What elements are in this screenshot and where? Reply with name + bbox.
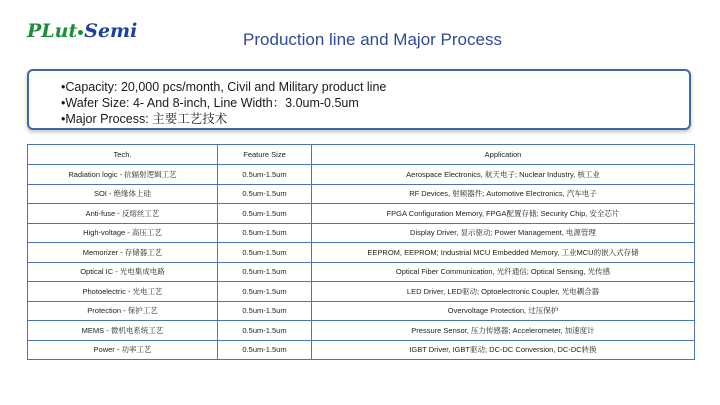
cell-application: LED Driver, LED驱动; Optoelectronic Coupler, 光电耦合器 bbox=[312, 282, 695, 302]
cell-application: Pressure Sensor, 压力传感器; Accelerometer, 加速度计 bbox=[312, 321, 695, 341]
cell-feature-size: 0.5um-1.5um bbox=[218, 262, 312, 282]
table-row bbox=[28, 301, 695, 321]
slide-title: Production line and Major Process bbox=[243, 30, 502, 49]
cell-tech: Optical IC - 光电集成电路 bbox=[28, 262, 218, 282]
cell-tech: Anti-fuse - 反熔丝工艺 bbox=[28, 204, 218, 224]
header-application: Application bbox=[312, 145, 695, 165]
wafer-size-line: •Wafer Size: 4- And 8-inch, Line Width：3.0um-0.5um bbox=[61, 96, 359, 110]
table-row bbox=[28, 321, 695, 341]
cell-application: Aerospace Electronics, 航天电子; Nuclear Industry, 核工业 bbox=[312, 165, 695, 185]
table-row bbox=[28, 184, 695, 204]
cell-application: IGBT Driver, IGBT驱动; DC-DC Conversion, DC-DC转换 bbox=[312, 340, 695, 360]
cell-tech: MEMS - 微机电系统工艺 bbox=[28, 321, 218, 341]
cell-feature-size: 0.5um-1.5um bbox=[218, 321, 312, 341]
header-tech: Tech. bbox=[28, 145, 218, 165]
cell-tech: Power - 功率工艺 bbox=[28, 340, 218, 360]
cell-application: Optical Fiber Communication, 光纤通信; Optical Sensing, 光传感 bbox=[312, 262, 695, 282]
table-row bbox=[28, 243, 695, 263]
capacity-line: •Capacity: 20,000 pcs/month, Civil and Military product line bbox=[61, 80, 387, 94]
cell-feature-size: 0.5um-1.5um bbox=[218, 184, 312, 204]
table-header-row bbox=[28, 145, 695, 165]
cell-application: EEPROM, EEPROM; Industrial MCU Embedded Memory, 工业MCU的嵌入式存储 bbox=[312, 243, 695, 263]
major-process-line: •Major Process: 主要工艺技术 bbox=[61, 112, 228, 126]
cell-application: RF Devices, 射频器件; Automotive Electronics, 汽车电子 bbox=[312, 184, 695, 204]
capabilities-box bbox=[27, 69, 691, 130]
cell-feature-size: 0.5um-1.5um bbox=[218, 165, 312, 185]
cell-tech: High-voltage - 高压工艺 bbox=[28, 223, 218, 243]
cell-feature-size: 0.5um-1.5um bbox=[218, 243, 312, 263]
table-row bbox=[28, 282, 695, 302]
logo-text-part2: Semi bbox=[84, 20, 138, 42]
logo-text-part1: PLut bbox=[27, 20, 78, 42]
process-table bbox=[27, 144, 695, 360]
cell-tech: Memorizer - 存储器工艺 bbox=[28, 243, 218, 263]
header-feature-size: Feature Size bbox=[218, 145, 312, 165]
cell-feature-size: 0.5um-1.5um bbox=[218, 282, 312, 302]
table-row bbox=[28, 204, 695, 224]
table-row bbox=[28, 340, 695, 360]
table-row bbox=[28, 165, 695, 185]
cell-feature-size: 0.5um-1.5um bbox=[218, 223, 312, 243]
cell-tech: Protection - 保护工艺 bbox=[28, 301, 218, 321]
cell-tech: Photoelectric - 光电工艺 bbox=[28, 282, 218, 302]
cell-tech: SOI - 绝缘体上硅 bbox=[28, 184, 218, 204]
cell-application: FPGA Configuration Memory, FPGA配置存储; Security Chip, 安全芯片 bbox=[312, 204, 695, 224]
cell-tech: Radiation logic - 抗辐射逻辑工艺 bbox=[28, 165, 218, 185]
table-row bbox=[28, 262, 695, 282]
table-row bbox=[28, 223, 695, 243]
cell-feature-size: 0.5um-1.5um bbox=[218, 301, 312, 321]
cell-application: Display Driver, 显示驱动; Power Management, 电源管理 bbox=[312, 223, 695, 243]
cell-application: Overvoltage Protection, 过压保护 bbox=[312, 301, 695, 321]
cell-feature-size: 0.5um-1.5um bbox=[218, 340, 312, 360]
cell-feature-size: 0.5um-1.5um bbox=[218, 204, 312, 224]
